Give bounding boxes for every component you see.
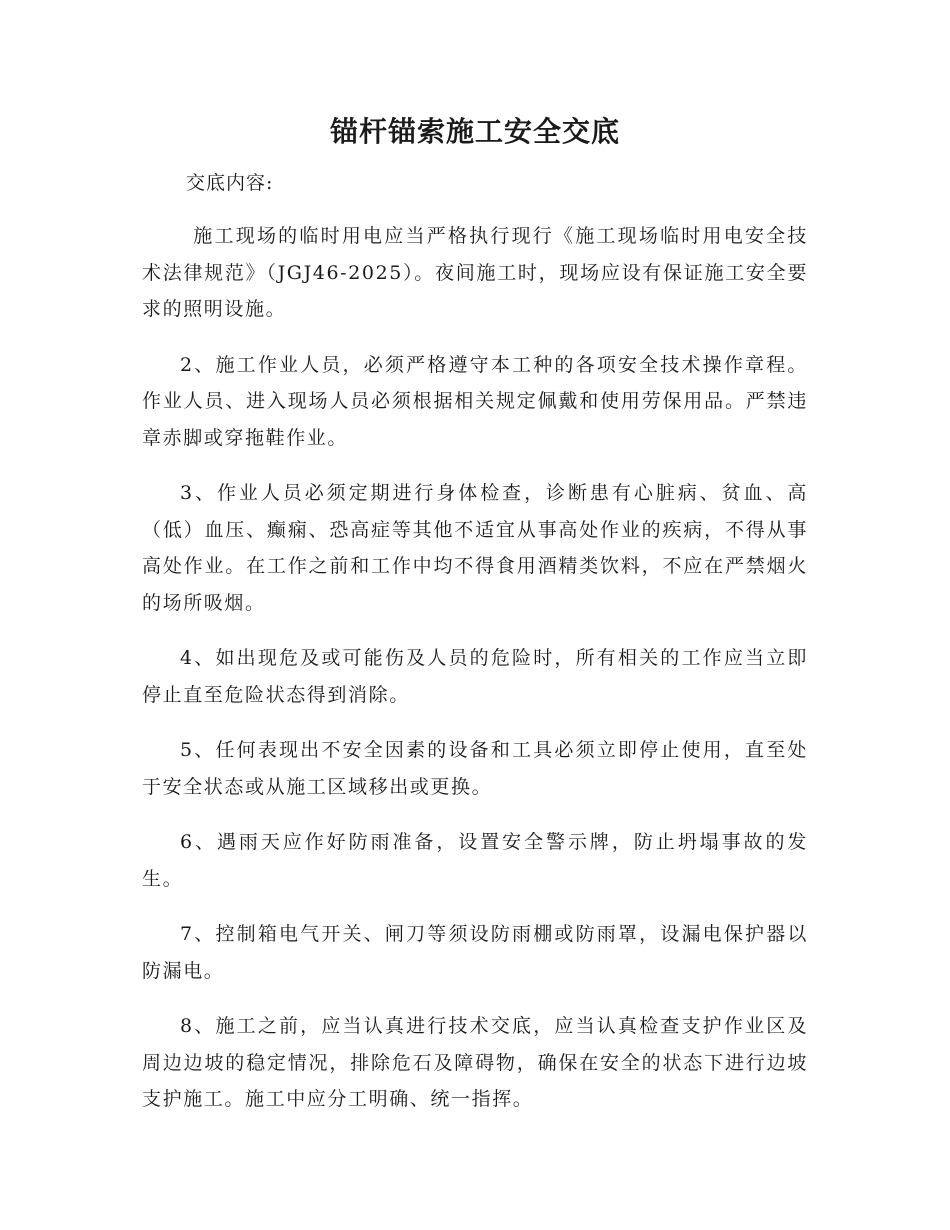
paragraph-4: 4、如出现危及或可能伤及人员的危险时，所有相关的工作应当立即停止直至危险状态得到消除。 [142,647,808,706]
paragraph-1: 施工现场的临时用电应当严格执行现行《施工现场临时用电安全技术法律规范》（JGJ46-2025）。夜间施工时，现场应设有保证施工安全要求的照明设施。 [142,225,808,320]
paragraph-6: 6、遇雨天应作好防雨准备，设置安全警示牌，防止坍塌事故的发生。 [142,831,808,890]
paragraph-7: 7、控制箱电气开关、闸刀等须设防雨棚或防雨罩，设漏电保护器以防漏电。 [142,923,808,982]
paragraph-3: 3、作业人员必须定期进行身体检查，诊断患有心脏病、贫血、高（低）血压、癫痫、恐高症等其他不适宜从事高处作业的疾病，不得从事高处作业。在工作之前和工作中均不得食用酒精类饮料，不应在严禁烟火的场所吸烟。 [142,482,808,614]
intro-label: 交底内容: [186,172,274,194]
document-body [142,218,808,1137]
paragraph-5: 5、任何表现出不安全因素的设备和工具必须立即停止使用，直至处于安全状态或从施工区域移出或更换。 [142,739,808,798]
page-title: 锚杆锚索施工安全交底 [329,115,620,148]
paragraph-8: 8、施工之前，应当认真进行技术交底，应当认真检查支护作业区及周边边坡的稳定情况，排除危石及障碍物，确保在安全的状态下进行边坡支护施工。施工中应分工明确、统一指挥。 [142,1015,808,1110]
paragraph-2: 2、施工作业人员，必须严格遵守本工种的各项安全技术操作章程。作业人员、进入现场人员必须根据相关规定佩戴和使用劳保用品。严禁违章赤脚或穿拖鞋作业。 [142,353,808,449]
